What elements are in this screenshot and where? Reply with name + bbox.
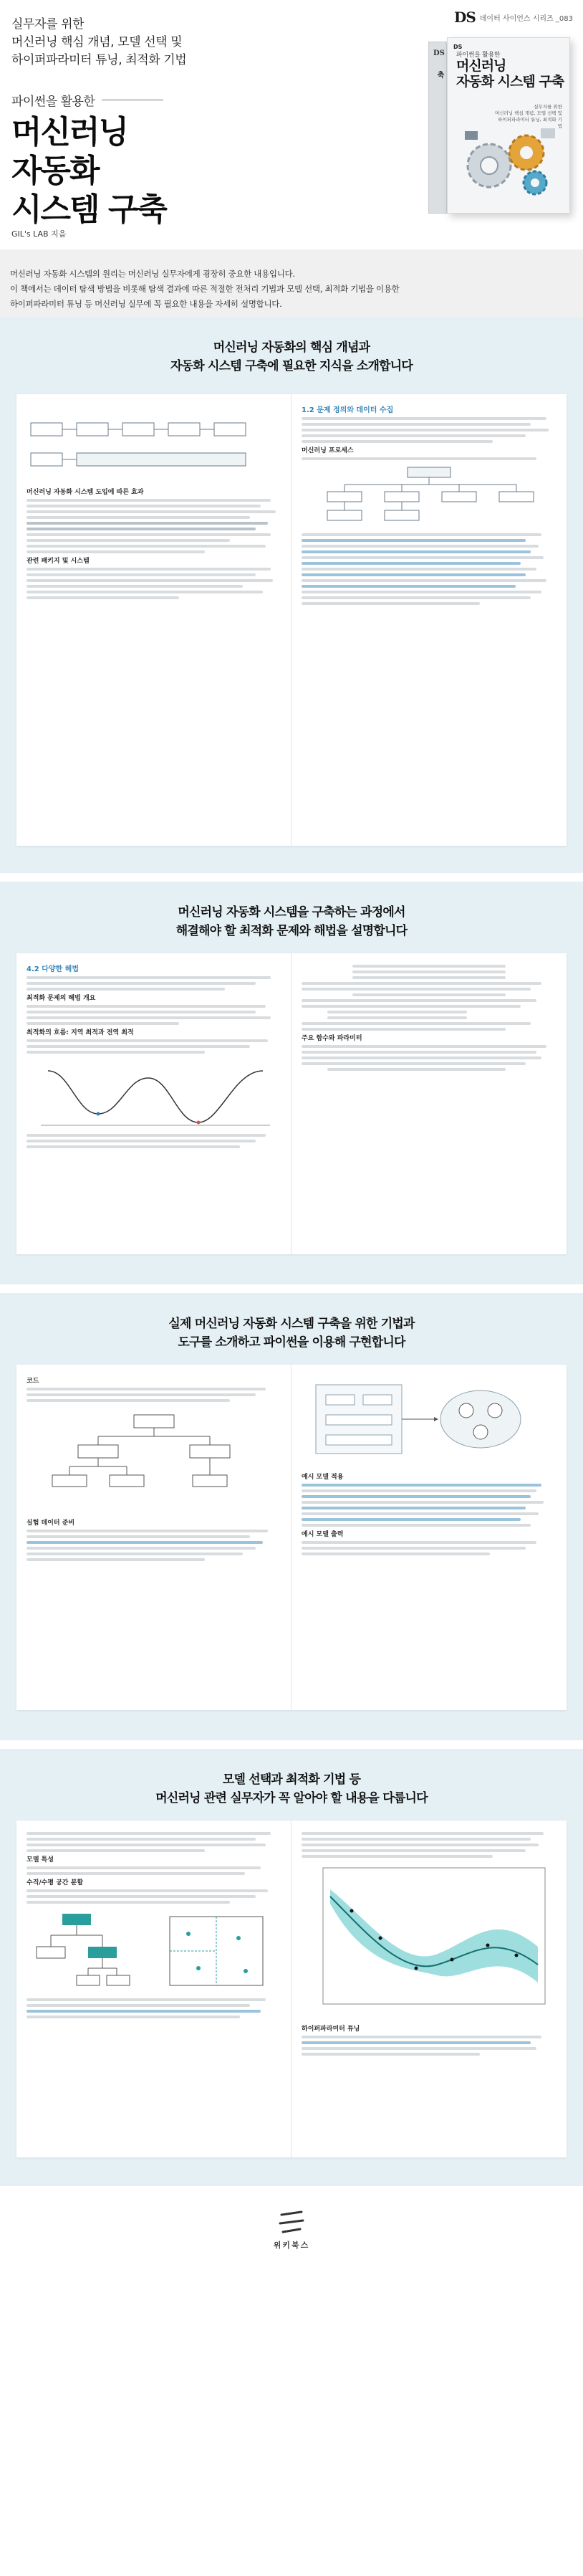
text-line [26,1388,266,1390]
text-line [302,579,546,582]
feature-section-4 [0,1749,583,2186]
series-label: 데이터 사이언스 시리즈 _083 [479,14,573,23]
text-line [26,545,266,548]
section-separator [0,873,583,882]
text-line [302,1855,493,1858]
section-title-line: 머신러닝 자동화의 핵심 개념과 [213,340,370,355]
text-line [302,1051,536,1054]
section-title [0,1315,583,1352]
hero-title-line: 시스템 구축 [11,191,166,228]
text-line [302,988,531,991]
text-line [302,1552,490,1555]
text-line [26,516,250,519]
text-line [26,2016,240,2018]
content-heading: 주요 함수와 파라미터 [302,1035,362,1042]
content-heading: 관련 패키지 및 시스템 [26,558,90,565]
text-line [302,591,541,593]
text-line [26,1541,263,1544]
text-line [26,976,271,979]
text-line [302,423,531,426]
author: GIL's LAB 지음 [11,229,67,239]
page-left [16,953,292,1254]
text-line [26,1552,243,1555]
equation-line [327,1011,468,1013]
section-title-line: 자동화 시스템 구축에 필요한 지식을 소개합니다 [170,359,413,373]
text-line [26,591,263,593]
spine-logo: DS [433,49,445,57]
text-line [302,1028,506,1031]
text-line [26,550,205,553]
hero-small-title-text: 파이썬을 활용한 [11,95,95,109]
text-line [26,2010,261,2013]
text-line [26,1016,271,1019]
text-line [302,1541,536,1544]
cover-small-title: 파이썬을 활용한 [456,52,501,59]
text-line [26,1145,240,1148]
text-line [302,602,480,605]
hero-title-line: 자동화 [11,153,99,189]
text-line [302,2047,536,2050]
series-badge [454,9,573,26]
text-line [302,2036,541,2038]
text-line [302,999,536,1002]
content-heading: 4.2 다양한 해법 [26,965,79,973]
space-partition-diagram [26,1907,281,1993]
text-line [302,429,549,431]
text-line [302,2053,480,2056]
section-title-line: 실제 머신러닝 자동화 시스템 구축을 위한 기법과 [168,1317,415,1331]
regression-plot [302,1861,556,2018]
page-right [292,1365,567,1710]
text-line [26,568,271,571]
text-line [302,2041,531,2044]
feature-section-2 [0,882,583,1293]
text-line [302,1005,521,1008]
text-line [26,1399,230,1402]
page-spread-preview [16,1821,567,2157]
text-line [26,1011,256,1013]
text-line [302,1524,531,1527]
content-heading: 머신러닝 자동화 시스템 도입에 따른 효과 [26,489,144,496]
content-heading: 실험 데이터 준비 [26,1520,75,1527]
hero-title [11,113,348,229]
text-line [26,1901,230,1904]
text-line [302,550,531,553]
page-spread-preview [16,1365,567,1710]
section-title [0,1770,583,1808]
equation-line [327,1068,506,1071]
text-line [26,1849,205,1852]
text-line [26,982,256,985]
series-logo: DS [453,9,476,26]
equation-line [352,976,506,979]
feature-section-3 [0,1293,583,1749]
text-line [302,1512,539,1515]
text-line [302,1045,546,1048]
text-line [302,417,546,420]
text-line [26,1895,256,1898]
page-right [292,394,567,846]
section-title [0,903,583,940]
content-heading: 코드 [26,1378,39,1385]
hero-text [11,16,348,229]
text-line [26,1998,266,2001]
text-line [26,1022,179,1025]
cover-title-line: 머신러닝 [456,58,506,74]
text-line [302,1056,541,1059]
text-line [302,1489,536,1492]
workflow-diagram [302,1373,556,1466]
text-line [302,1484,541,1487]
hero-subtitle-line: 머신러닝 핵심 개념, 모델 선택 및 [11,35,183,49]
hero-title-line: 머신러닝 [11,114,128,151]
cover-title-line: 자동화 시스템 구축 [456,74,564,90]
text-line [26,510,276,513]
content-heading: 예시 모델 출력 [302,1531,344,1538]
text-line [302,1838,531,1841]
section-title-line: 머신러닝 자동화 시스템을 구축하는 과정에서 [178,905,405,920]
text-line [302,545,539,548]
text-line [26,1535,250,1538]
text-line [302,1501,544,1504]
equation-line [327,1016,468,1019]
gear-illustration [461,121,561,200]
text-line [26,533,271,536]
decision-tree-diagram [26,1405,281,1512]
text-line [26,1134,266,1137]
text-line [26,1838,256,1841]
page-spread-preview [16,953,567,1254]
text-line [302,982,541,985]
text-line [26,1039,268,1042]
text-line [302,568,536,571]
cover-desc-line: 실무자를 위한 [534,104,562,110]
equation-line [352,970,506,973]
text-line [26,1558,205,1561]
text-line [26,585,243,588]
text-line [302,1547,526,1550]
section-title-line: 도구를 소개하고 파이썬을 이용해 구현합니다 [178,1335,405,1350]
section-separator [0,1740,583,1749]
equation-line [352,965,506,968]
text-line [302,1022,531,1025]
text-line [302,434,526,437]
intro-line: 하이퍼파라미터 튜닝 등 머신러닝 실무에 꼭 필요한 내용을 자세히 설명합니다. [10,299,282,309]
content-heading: 최적화의 흐름: 지역 최적과 전역 최적 [26,1029,134,1036]
spine-title: 축 [435,71,443,78]
text-line [26,522,268,525]
text-line [302,596,531,599]
intro-line: 이 책에서는 데이터 탐색 방법을 비롯해 탐색 결과에 따른 적절한 전처리 기법과 모델 선택, 최적화 기법을 이용한 [10,284,400,294]
text-line [26,499,271,502]
text-line [26,528,256,530]
page-left [16,1821,292,2157]
hero-subtitle [11,16,348,70]
cover-logo: DS [453,44,463,50]
content-heading: 예시 모델 적용 [302,1474,344,1481]
content-heading: 최적화 문제의 해법 개요 [26,995,96,1002]
text-line [302,539,526,542]
content-heading: 1.2 문제 정의와 데이터 수집 [302,406,394,414]
page-right [292,953,567,1254]
text-line [302,1518,521,1521]
section-separator [0,1284,583,1293]
content-heading: 수직/수평 공간 분할 [26,1879,84,1886]
text-line [26,1393,256,1396]
text-line [26,1530,268,1532]
page-left [16,1365,292,1710]
text-line [302,1507,526,1509]
hero-subtitle-line: 하이퍼파라미터 튜닝, 최적화 기법 [11,53,187,67]
content-heading: 머신러닝 프로세스 [302,447,354,454]
hero-banner [0,0,583,249]
cover-title [456,58,564,90]
text-line [26,1051,205,1054]
text-line [302,1062,526,1065]
text-line [302,1495,531,1498]
tree-diagram [302,463,556,528]
text-line [302,573,526,576]
book-spine [428,42,447,214]
text-line [302,440,493,443]
publisher-logo-icon [276,2210,307,2236]
text-line [26,573,256,576]
text-line [302,585,516,588]
text-line [26,1866,261,1869]
text-line [302,1843,539,1846]
text-line [26,539,230,542]
content-heading: 모델 특성 [26,1856,54,1864]
text-line [302,457,536,460]
text-line [26,505,261,507]
cover-desc-line: 머신러닝 핵심 개념, 모델 선택 및 [494,110,562,116]
page-right [292,1821,567,2157]
text-line [26,988,225,991]
text-line [26,1045,250,1048]
section-title-line: 머신러닝 관련 실무자가 꼭 알아야 할 내용을 다룹니다 [155,1791,428,1805]
text-line [302,562,521,565]
text-line [302,556,544,559]
text-line [26,596,179,599]
section-title-line: 해결해야 할 최적화 문제와 해법을 설명합니다 [175,924,408,938]
local-global-curve [26,1056,281,1128]
content-heading: 하이퍼파라미터 튜닝 [302,2026,360,2033]
page-left [16,394,292,846]
text-line [26,1872,245,1875]
feature-section-1 [0,317,583,882]
pipeline-diagram [26,403,281,482]
text-line [302,1849,526,1852]
text-line [26,1547,256,1550]
book-front [447,37,570,214]
intro-line: 머신러닝 자동화 시스템의 원리는 머신러닝 실무자에게 굉장히 중요한 내용입니다. [10,269,295,279]
text-line [26,1843,266,1846]
publisher-name: 위키북스 [273,2241,310,2250]
equation-line [352,993,506,996]
section-title [0,338,583,376]
text-line [302,1832,544,1835]
intro-text [0,249,583,317]
text-line [26,579,273,582]
text-line [302,533,541,536]
section-title-line: 모델 선택과 최적화 기법 등 [222,1773,361,1787]
page-spread-preview [16,394,567,846]
text-line [26,1140,256,1142]
publisher-footer [0,2186,583,2261]
text-line [26,2004,250,2007]
book-cover-mockup [428,37,572,216]
hero-small-title [11,91,348,109]
text-line [26,1005,266,1008]
hero-subtitle-line: 실무자를 위한 [11,17,85,32]
cover-desc-line: 하이퍼파라미터 튜닝, 최적화 기법 [498,117,562,129]
text-line [26,1832,271,1835]
text-line [26,1889,268,1892]
